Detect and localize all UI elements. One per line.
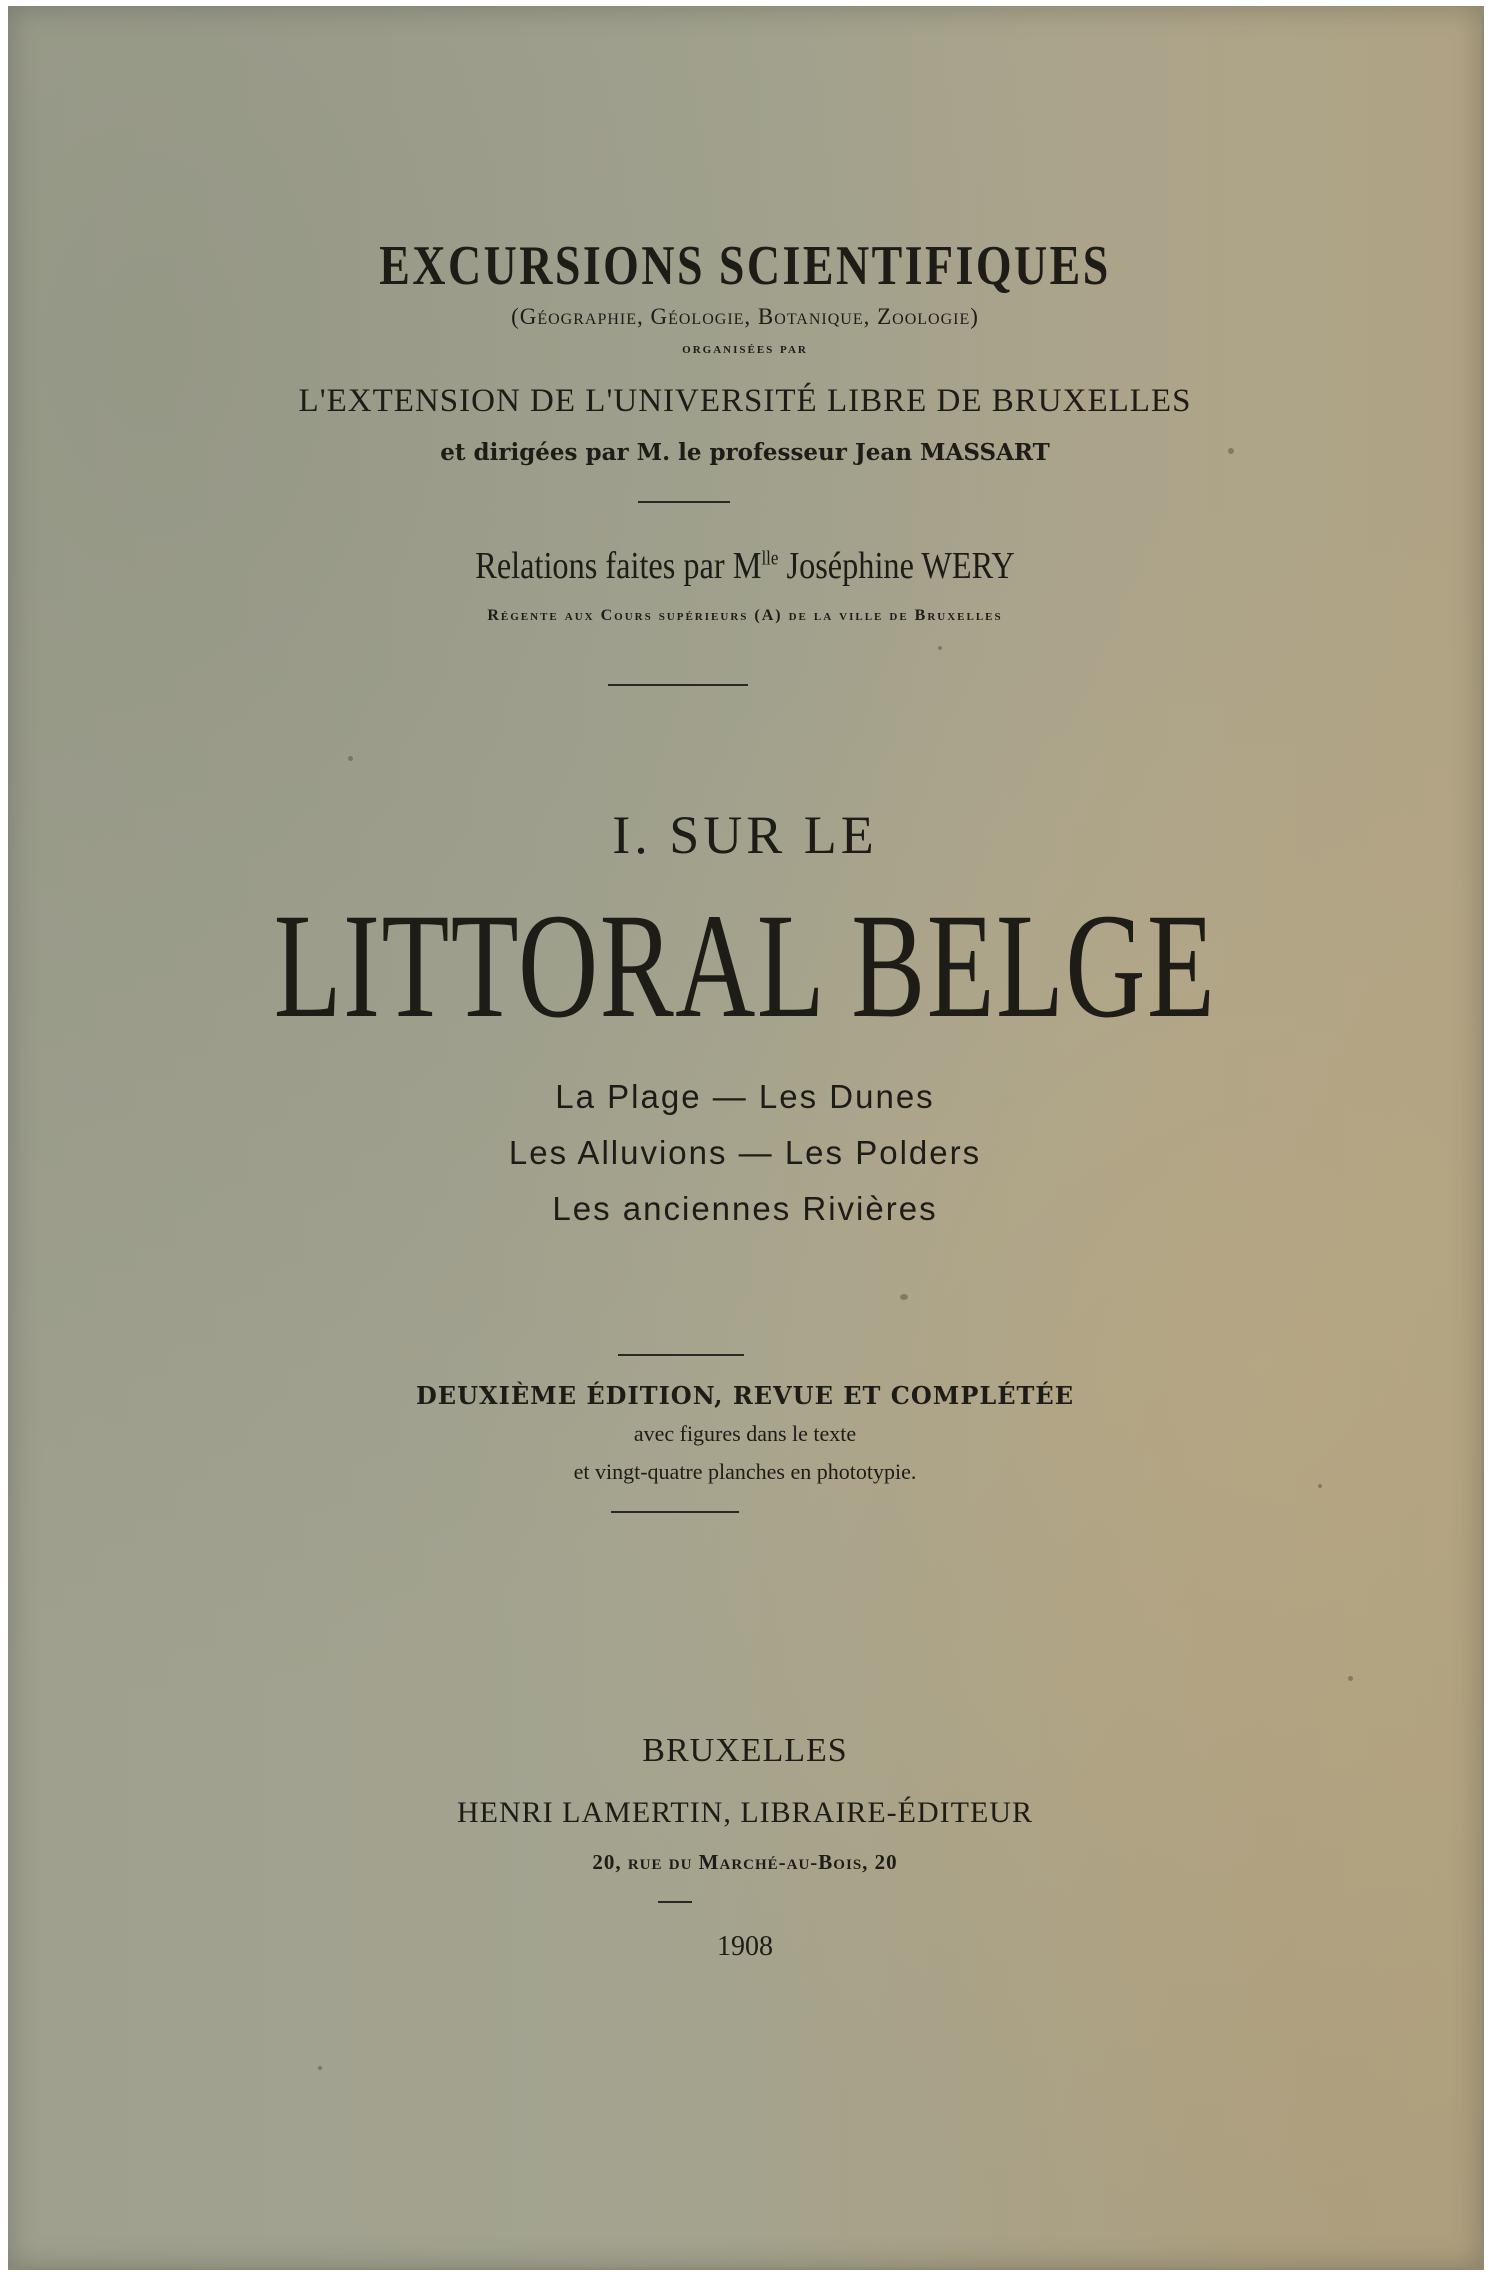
author-title-superscript: lle [761,547,779,570]
divider-rule [658,1901,692,1903]
subtitle-line-2: Les Alluvions — Les Polders [508,1134,982,1171]
director-line: et dirigées par M. le professeur Jean MASSART [440,439,1050,466]
foxing-spot [318,2066,322,2070]
relations-prefix: Relations faites par M [475,545,762,587]
foxing-spot [1318,1484,1322,1488]
subtitle-line-3: Les anciennes Rivières [552,1190,938,1227]
foxing-spot [938,646,942,650]
edition-note-1: avec figures dans le texte [633,1421,857,1446]
institution-line: L'EXTENSION DE L'UNIVERSITÉ LIBRE DE BRUXELLES [298,383,1192,419]
edition-line: DEUXIÈME ÉDITION, REVUE ET COMPLÉTÉE [415,1381,1074,1410]
main-title: LITTORAL BELGE [273,883,1217,1049]
publisher-line: HENRI LAMERTIN, LIBRAIRE-ÉDITEUR [457,1796,1033,1829]
address-line: 20, rue du Marché-au-Bois, 20 [592,1850,898,1874]
foxing-spot [1228,448,1234,454]
foxing-spot [348,756,353,761]
divider-rule [611,1511,739,1513]
book-cover [8,6,1484,2270]
city-line: BRUXELLES [642,1732,848,1769]
divider-rule [618,1354,744,1356]
subtitle-line-1: La Plage — Les Dunes [555,1078,935,1115]
year-line: 1908 [717,1931,773,1962]
series-title: EXCURSIONS SCIENTIFIQUES [379,235,1111,297]
organised-by-line: organisées par [682,341,808,357]
foxing-spot [900,1294,908,1300]
foxing-spot [1348,1676,1353,1681]
author-line [119,544,1372,588]
divider-rule [638,501,730,503]
author-role-line: Régente aux Cours supérieurs (A) de la ville de Bruxelles [487,607,1003,624]
volume-heading: I. SUR LE [612,805,878,865]
divider-rule [608,684,748,686]
edition-note-2: et vingt-quatre planches en phototypie. [573,1459,917,1484]
author-name: Joséphine WERY [778,545,1015,587]
disciplines-line: (Géographie, Géologie, Botanique, Zoologie) [511,304,979,329]
